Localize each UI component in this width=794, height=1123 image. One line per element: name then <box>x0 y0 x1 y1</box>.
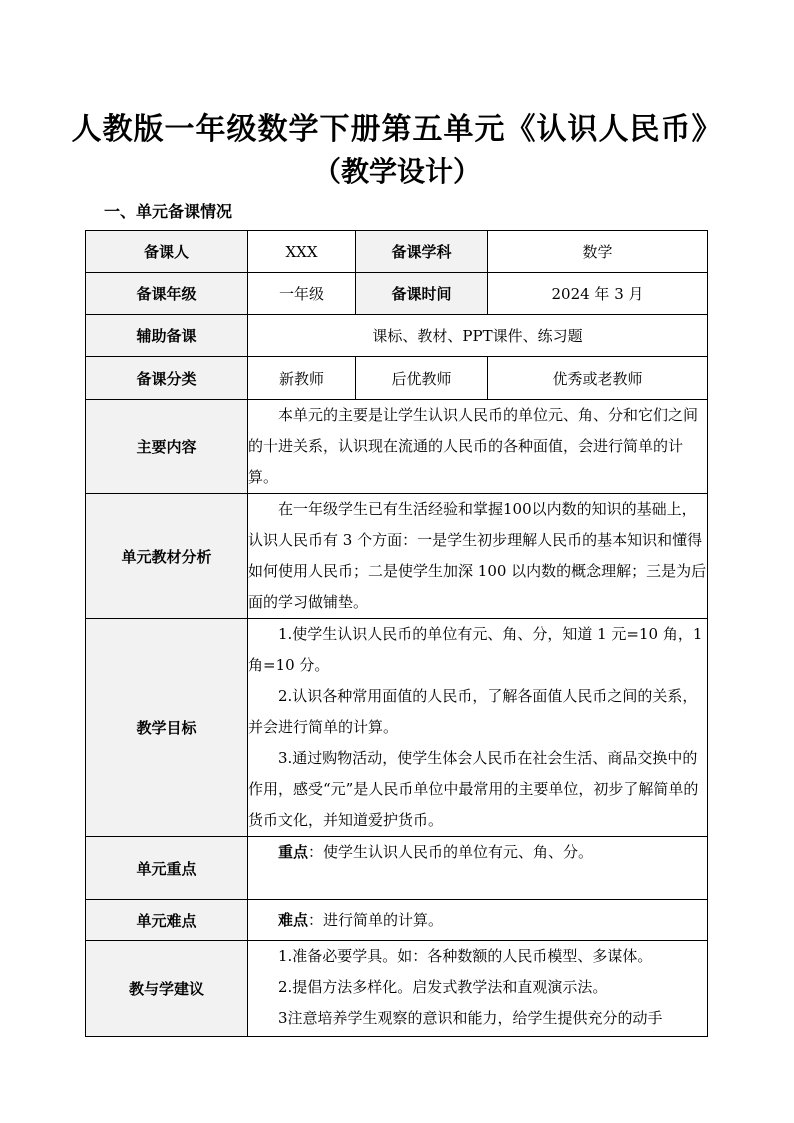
goal-item: 3.通过购物活动，使学生体会人民币在社会生活、商品交换中的作用，感受“元”是人民币单位中最常用的主要单位，初步了解简单的货币文化，并知道爱护货币。 <box>248 749 699 829</box>
subject-value: 数学 <box>488 231 708 273</box>
difficulty-label: 单元难点 <box>86 900 248 941</box>
suggestion-item: 1.准备必要学具。如：各种数额的人民币模型、多谋体。 <box>278 947 653 965</box>
difficulty-text: ：进行简单的计算。 <box>308 910 444 929</box>
row-goals <box>86 619 708 837</box>
key-points-label: 单元重点 <box>86 837 248 900</box>
preparer-value: XXX <box>248 231 356 273</box>
row-main-content <box>86 400 708 494</box>
category-excellent-teacher: 优秀或老教师 <box>488 357 708 400</box>
preparer-label: 备课人 <box>86 231 248 273</box>
category-label: 备课分类 <box>86 357 248 400</box>
goals-cell <box>248 619 708 837</box>
goals-label: 教学目标 <box>86 619 248 837</box>
main-content-text: 本单元的主要是让学生认识人民币的单位元、角、分和它们之间的十进关系，认识现在流通的人民币的各种面值，会进行简单的计算。 <box>248 406 699 486</box>
row-analysis <box>86 494 708 619</box>
time-value: 2024 年 3 月 <box>488 273 708 315</box>
row-grade <box>86 273 708 315</box>
row-difficulty <box>86 900 708 941</box>
suggestions-label: 教与学建议 <box>86 941 248 1037</box>
analysis-cell <box>248 494 708 619</box>
row-category <box>86 357 708 400</box>
document-title: 人教版一年级数学下册第五单元《认识人民币》 <box>71 112 723 147</box>
analysis-label: 单元教材分析 <box>86 494 248 619</box>
aids-label: 辅助备课 <box>86 315 248 357</box>
row-key-points <box>86 837 708 900</box>
row-suggestions <box>86 941 708 1037</box>
time-label: 备课时间 <box>356 273 488 315</box>
difficulty-cell <box>248 900 708 941</box>
row-aids <box>86 315 708 357</box>
main-content-label: 主要内容 <box>86 400 248 494</box>
section-heading: 一、单元备课情况 <box>104 202 233 221</box>
aids-value: 课标、教材、PPT课件、练习题 <box>248 315 708 357</box>
grade-label: 备课年级 <box>86 273 248 315</box>
main-content-cell <box>248 400 708 494</box>
document-subtitle: （教学设计） <box>312 155 481 188</box>
category-improving-teacher: 后优教师 <box>356 357 488 400</box>
key-points-cell <box>248 837 708 900</box>
category-new-teacher: 新教师 <box>248 357 356 400</box>
grade-value: 一年级 <box>248 273 356 315</box>
lesson-plan-table <box>85 230 708 1037</box>
key-points-text: ：使学生认识人民币的单位有元、角、分。 <box>308 843 594 861</box>
goal-item: 2.认识各种常用面值的人民币，了解各面值人民币之间的关系，并会进行简单的计算。 <box>248 687 698 736</box>
row-preparer <box>86 231 708 273</box>
suggestion-item: 2.提倡方法多样化。启发式教学法和直观演示法。 <box>278 978 608 996</box>
suggestion-item: 3注意培养学生观察的意识和能力，给学生提供充分的动手 <box>278 1009 663 1027</box>
analysis-text: 在一年级学生已有生活经验和掌握100以内数的知识的基础上，认识人民币有 3 个方面：一是学生初步理解人民币的基本知识和懂得如何使用人民币；二是使学生加深 100 以内数的概念理解；三是为后面的学习做铺垫。 <box>248 500 707 611</box>
subject-label: 备课学科 <box>356 231 488 273</box>
goal-item: 1.使学生认识人民币的单位有元、角、分，知道 1 元=10 角，1 角=10 分。 <box>248 625 703 674</box>
difficulty-prefix: 难点 <box>278 910 309 929</box>
key-points-prefix: 重点 <box>278 843 309 861</box>
suggestions-cell <box>248 941 708 1037</box>
